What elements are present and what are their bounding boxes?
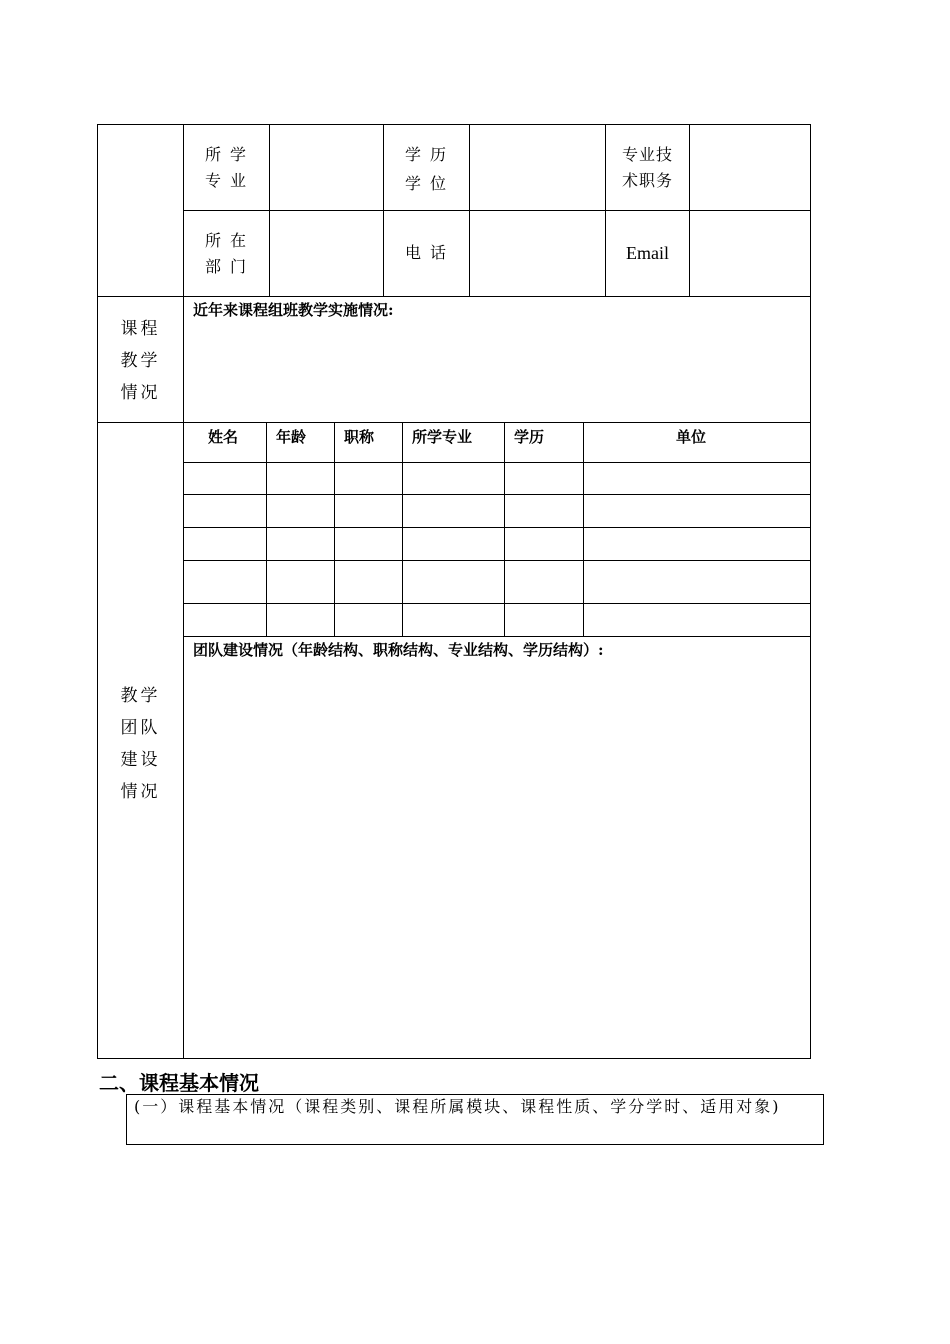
team-structure-note: 团队建设情况（年龄结构、职称结构、专业结构、学历结构）: <box>193 641 604 659</box>
department-label: 所 在 部 门 <box>204 231 249 276</box>
header-major: 所学专业 <box>412 428 473 446</box>
row-divider-teaching-team <box>97 422 811 423</box>
email-label: Email <box>626 243 669 263</box>
team-col-5 <box>583 422 584 636</box>
team-col-1 <box>266 422 267 636</box>
teaching-label: 课程 教学 情况 <box>120 319 161 403</box>
header-education: 学历 <box>514 428 545 446</box>
header-age: 年龄 <box>276 428 307 446</box>
header-unit: 单位 <box>676 428 707 446</box>
team-row-4 <box>183 603 811 604</box>
team-row-1 <box>183 494 811 495</box>
team-row-5 <box>183 636 811 637</box>
team-label: 教学 团队 建设 情况 <box>120 686 161 802</box>
major-label: 所 学 专 业 <box>204 145 249 190</box>
info-row-divider <box>183 210 811 211</box>
teaching-note: 近年来课程组班教学实施情况: <box>193 301 394 319</box>
team-row-2 <box>183 527 811 528</box>
professional-title-label: 专业技 术职务 <box>621 145 673 190</box>
team-row-3 <box>183 560 811 561</box>
row-divider-info-teaching <box>97 296 811 297</box>
info-col-1 <box>269 124 270 296</box>
team-col-2 <box>334 422 335 636</box>
phone-label: 电 话 <box>404 243 449 262</box>
degree-label: 学 历 学 位 <box>404 145 449 193</box>
team-col-3 <box>402 422 403 636</box>
header-title: 职称 <box>344 428 375 446</box>
course-basic-info-text: (一）课程基本情况（课程类别、课程所属模块、课程性质、学分学时、适用对象) <box>134 1097 781 1116</box>
team-col-4 <box>504 422 505 636</box>
info-col-5 <box>689 124 690 296</box>
team-header-divider <box>183 462 811 463</box>
header-name: 姓名 <box>208 428 239 446</box>
info-col-3 <box>469 124 470 296</box>
section-2-title: 二、课程基本情况 <box>99 1071 259 1095</box>
